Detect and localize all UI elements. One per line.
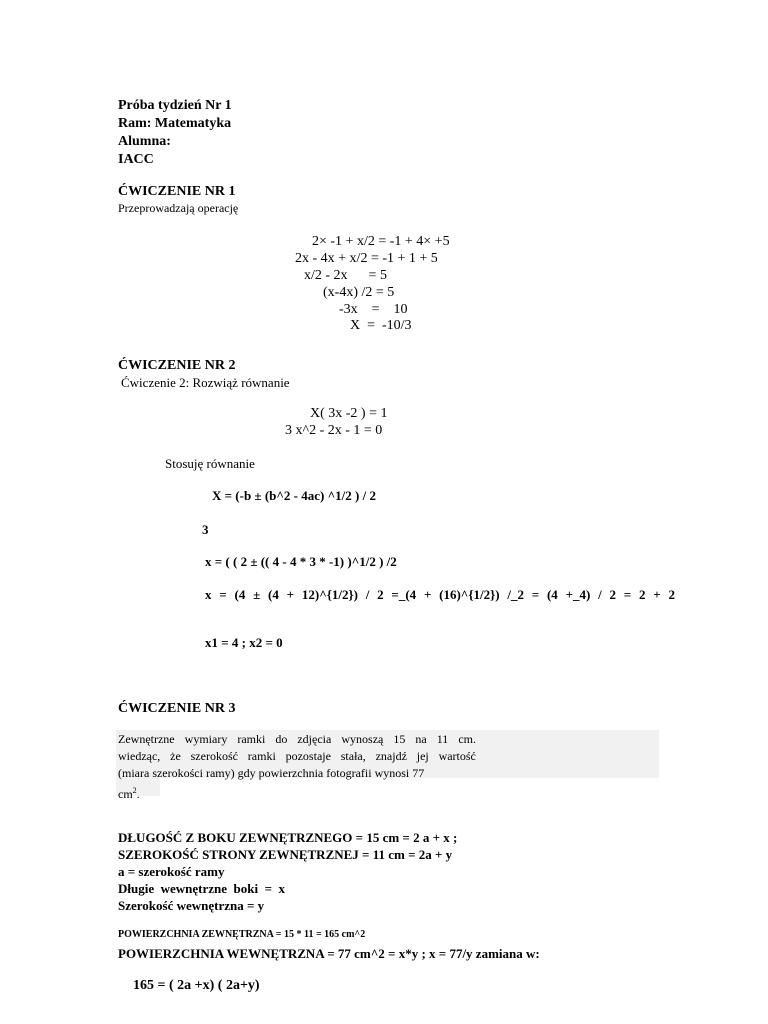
unit-exponent: 2 — [132, 786, 137, 795]
calc-token: 2 — [377, 587, 384, 602]
word: 11 — [436, 732, 449, 746]
calc-token: (4 — [546, 587, 558, 602]
ex3-line-5: Szerokość wewnętrzna = y — [118, 898, 265, 913]
calc-token: 2 — [609, 587, 616, 602]
ex2-note: Stosuję równanie — [165, 456, 255, 471]
calc-token: + — [653, 587, 661, 602]
word: wartość — [438, 749, 476, 763]
word: ramki — [237, 732, 266, 746]
ex3-outer-area: POWIERZCHNIA ZEWNĘTRZNA = 15 * 11 = 165 cm^2 — [118, 929, 366, 940]
calc-token: = — [623, 587, 632, 602]
word: wiedząc, — [118, 749, 161, 763]
ex3-title: ĆWICZENIE NR 3 — [118, 701, 236, 716]
ex1-title: ĆWICZENIE NR 1 — [118, 184, 236, 199]
formula-calculation — [205, 587, 675, 603]
unit-text: cm — [118, 787, 133, 801]
word: do — [275, 732, 288, 746]
ex3-line-1: DŁUGOŚĆ Z BOKU ZEWNĘTRZNEGO = 15 cm = 2 a + x ; — [118, 830, 458, 845]
word: stała, — [340, 749, 366, 763]
ex2-title: ĆWICZENIE NR 2 — [118, 358, 236, 373]
word: na — [415, 732, 427, 746]
word: szerokość — [190, 749, 238, 763]
problem-line-2 — [118, 748, 476, 765]
word: że — [170, 749, 181, 763]
calc-token: +_4) — [565, 587, 591, 602]
calc-token: / — [365, 587, 370, 602]
doc-subject: Ram: Matematyka — [118, 116, 232, 131]
calc-token: x — [205, 587, 212, 602]
word: wymiary — [184, 732, 228, 746]
ex1-step-1: 2× -1 + x/2 = -1 + 4× +5 — [312, 234, 450, 249]
calc-token: ± — [253, 587, 261, 602]
calc-token: (4 — [268, 587, 279, 602]
ex2-result: x1 = 4 ; x2 = 0 — [205, 635, 283, 650]
problem-line-3 — [118, 765, 476, 782]
calc-token: (4 — [234, 587, 246, 602]
problem-line-4 — [118, 782, 476, 803]
ex3-line-2: SZEROKOŚĆ STRONY ZEWNĘTRZNEJ = 11 cm = 2a + y — [118, 847, 453, 862]
ex1-subtitle: Przeprowadzają operację — [118, 201, 239, 215]
formula-substitution: x = ( ( 2 ± (( 4 - 4 * 3 * -1) )^1/2 ) /2 — [205, 554, 397, 569]
line-text: (miara szerokości ramy) gdy powierzchnia fotografii wynosi 77 — [118, 766, 425, 780]
calc-token: = — [219, 587, 227, 602]
calc-token: + — [286, 587, 295, 602]
ex3-final-equation: 165 = ( 2a +x) ( 2a+y) — [133, 978, 260, 993]
ex1-step-4: (x-4x) /2 = 5 — [323, 285, 395, 300]
doc-student: Alumna: — [118, 134, 171, 149]
calc-token: (16)^{1/2}) — [439, 587, 500, 602]
period: . — [136, 787, 140, 801]
word: pozostaje — [285, 749, 331, 763]
formula-denominator: 3 — [202, 522, 209, 537]
calc-token: 12)^{1/2}) — [301, 587, 358, 602]
ex2-subtitle: Ćwiczenie 2: Rozwiąż równanie — [121, 375, 290, 390]
ex1-step-6: X = -10/3 — [350, 318, 412, 333]
calc-token: = — [531, 587, 540, 602]
ex3-inner-area: POWIERZCHNIA WEWNĘTRZNA = 77 cm^2 = x*y ; x = 77/y zamiana w: — [118, 946, 540, 961]
word: cm. — [458, 732, 476, 746]
calc-token: 2 — [638, 587, 646, 602]
ex2-equation-1: X( 3x -2 ) = 1 — [310, 406, 388, 421]
word: ramki — [247, 749, 276, 763]
calc-token: + — [423, 587, 432, 602]
doc-school: IACC — [118, 152, 154, 167]
word: wynoszą — [341, 732, 384, 746]
ex1-step-2: 2x - 4x + x/2 = -1 + 1 + 5 — [295, 251, 438, 266]
ex1-step-5: -3x = 10 — [339, 302, 408, 317]
ex3-problem-text — [118, 731, 476, 803]
problem-line-1 — [118, 731, 476, 748]
ex1-step-3: x/2 - 2x = 5 — [304, 268, 387, 283]
calc-token: 2 — [668, 587, 675, 602]
doc-title: Próba tydzień Nr 1 — [118, 98, 232, 113]
word: 15 — [393, 732, 406, 746]
ex3-line-3: a = szerokość ramy — [118, 864, 225, 879]
quadratic-formula: X = (-b ± (b^2 - 4ac) ^1/2 ) / 2 — [212, 488, 376, 503]
ex2-equation-2: 3 x^2 - 2x - 1 = 0 — [285, 423, 383, 438]
ex3-line-4: Długie wewnętrzne boki = x — [118, 881, 286, 896]
calc-token: =_(4 — [391, 587, 417, 602]
word: jej — [416, 749, 429, 763]
word: Zewnętrzne — [118, 732, 175, 746]
calc-token: / — [598, 587, 602, 602]
word: zdjęcia — [297, 732, 332, 746]
word: znajdź — [375, 749, 407, 763]
calc-token: /_2 — [507, 587, 524, 602]
